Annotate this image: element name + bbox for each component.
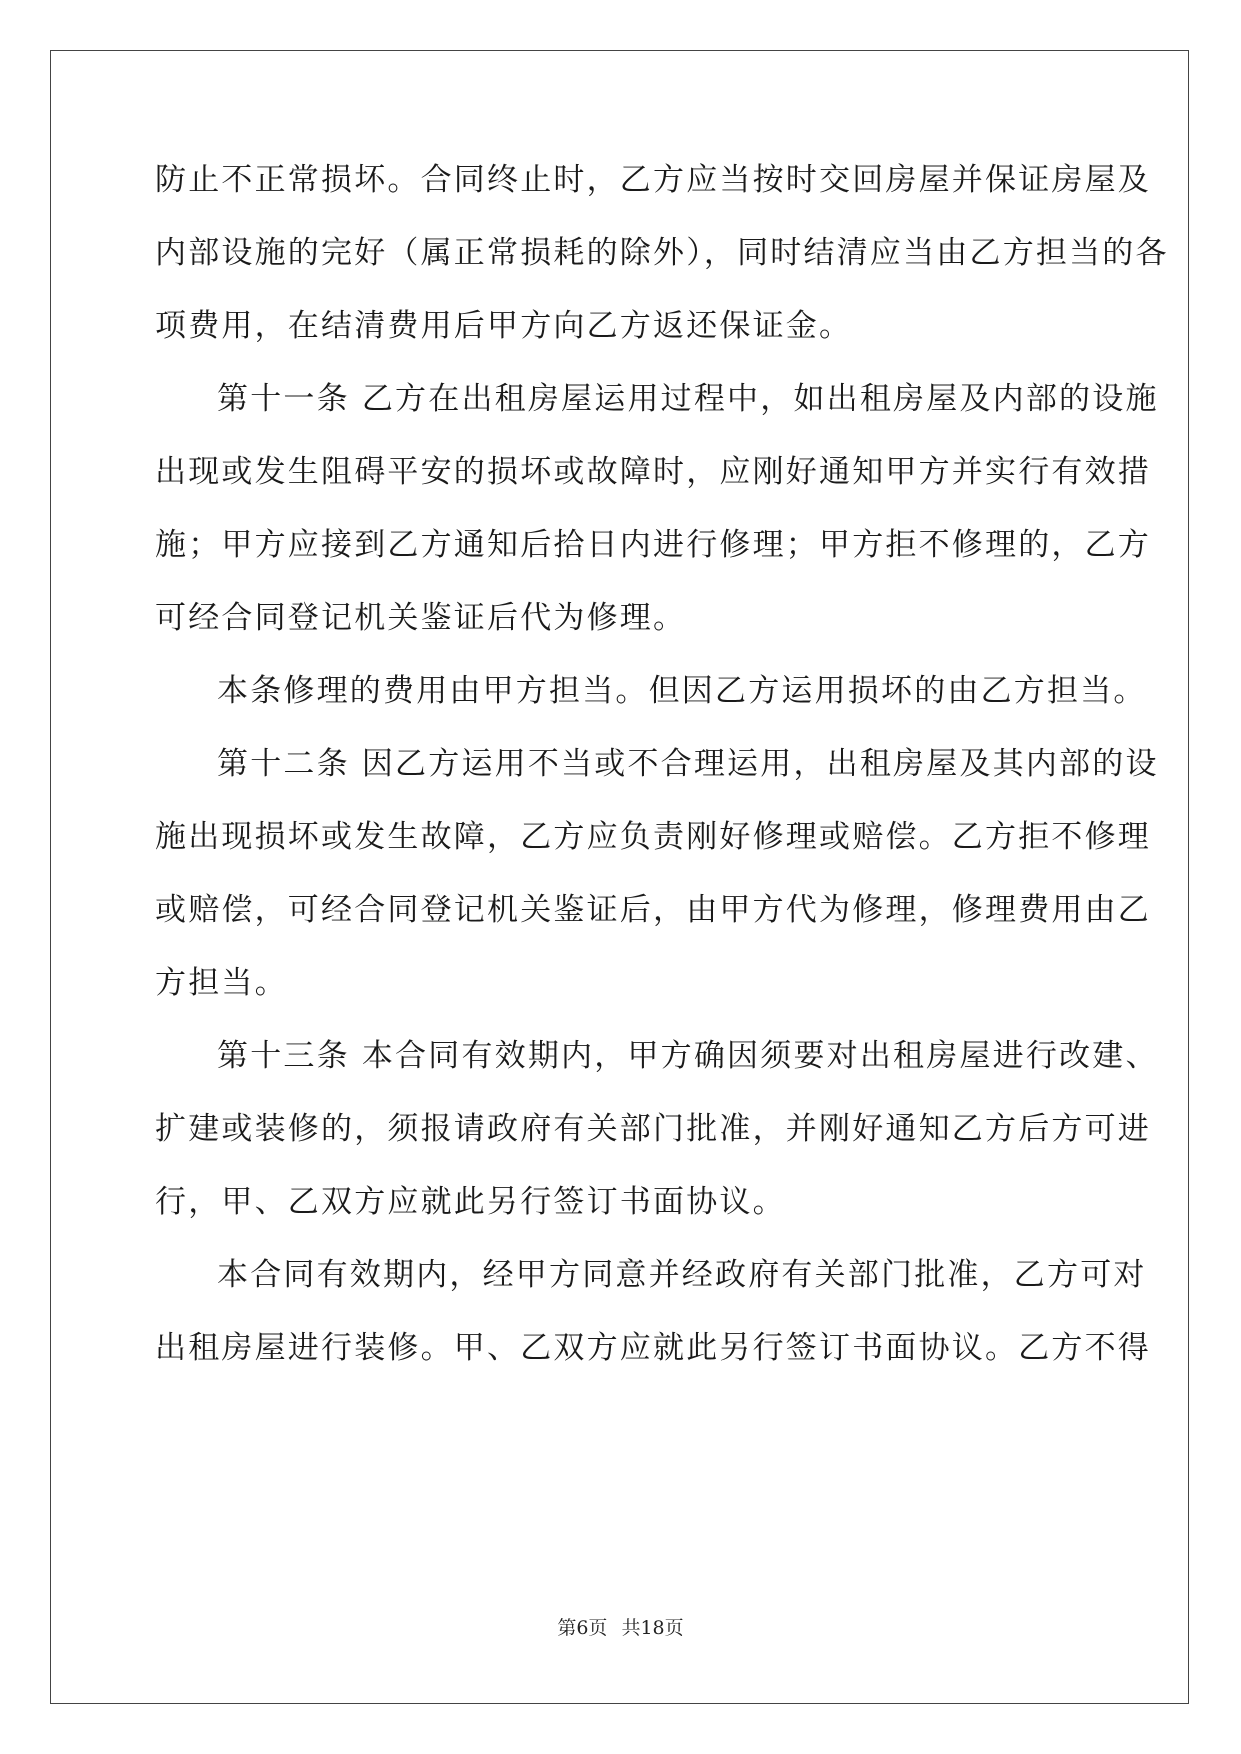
- text-line: 出租房屋进行装修。甲、乙双方应就此另行签订书面协议。乙方不得: [155, 1330, 1151, 1366]
- text-line: 防止不正常损坏。合同终止时，乙方应当按时交回房屋并保证房屋及: [155, 162, 1151, 198]
- text-line: 出现或发生阻碍平安的损坏或故障时，应刚好通知甲方并实行有效措: [155, 454, 1151, 490]
- text-line: 行，甲、乙双方应就此另行签订书面协议。: [155, 1184, 786, 1220]
- text-line: 第十三条 本合同有效期内，甲方确因须要对出租房屋进行改建、: [217, 1038, 1159, 1074]
- page-number: 第6页: [557, 1617, 608, 1639]
- text-line: 扩建或装修的，须报请政府有关部门批准，并刚好通知乙方后方可进: [155, 1111, 1151, 1147]
- text-line: 内部设施的完好（属正常损耗的除外），同时结清应当由乙方担当的各: [155, 235, 1169, 271]
- text-line: 第十二条 因乙方运用不当或不合理运用，出租房屋及其内部的设: [217, 746, 1159, 782]
- text-line: 方担当。: [155, 965, 288, 1001]
- text-line: 可经合同登记机关鉴证后代为修理。: [155, 600, 687, 636]
- page-total: 共18页: [621, 1617, 684, 1639]
- page-footer: [0, 1613, 1241, 1640]
- text-line: 项费用，在结清费用后甲方向乙方返还保证金。: [155, 308, 853, 344]
- page-border: [50, 50, 1189, 1704]
- text-line: 施；甲方应接到乙方通知后拾日内进行修理；甲方拒不修理的，乙方: [155, 527, 1151, 563]
- text-line: 本条修理的费用由甲方担当。但因乙方运用损坏的由乙方担当。: [217, 673, 1147, 709]
- text-line: 施出现损坏或发生故障，乙方应负责刚好修理或赔偿。乙方拒不修理: [155, 819, 1151, 855]
- text-line: 或赔偿，可经合同登记机关鉴证后，由甲方代为修理，修理费用由乙: [155, 892, 1151, 928]
- text-line: 本合同有效期内，经甲方同意并经政府有关部门批准，乙方可对: [217, 1257, 1147, 1293]
- text-line: 第十一条 乙方在出租房屋运用过程中，如出租房屋及内部的设施: [217, 381, 1159, 417]
